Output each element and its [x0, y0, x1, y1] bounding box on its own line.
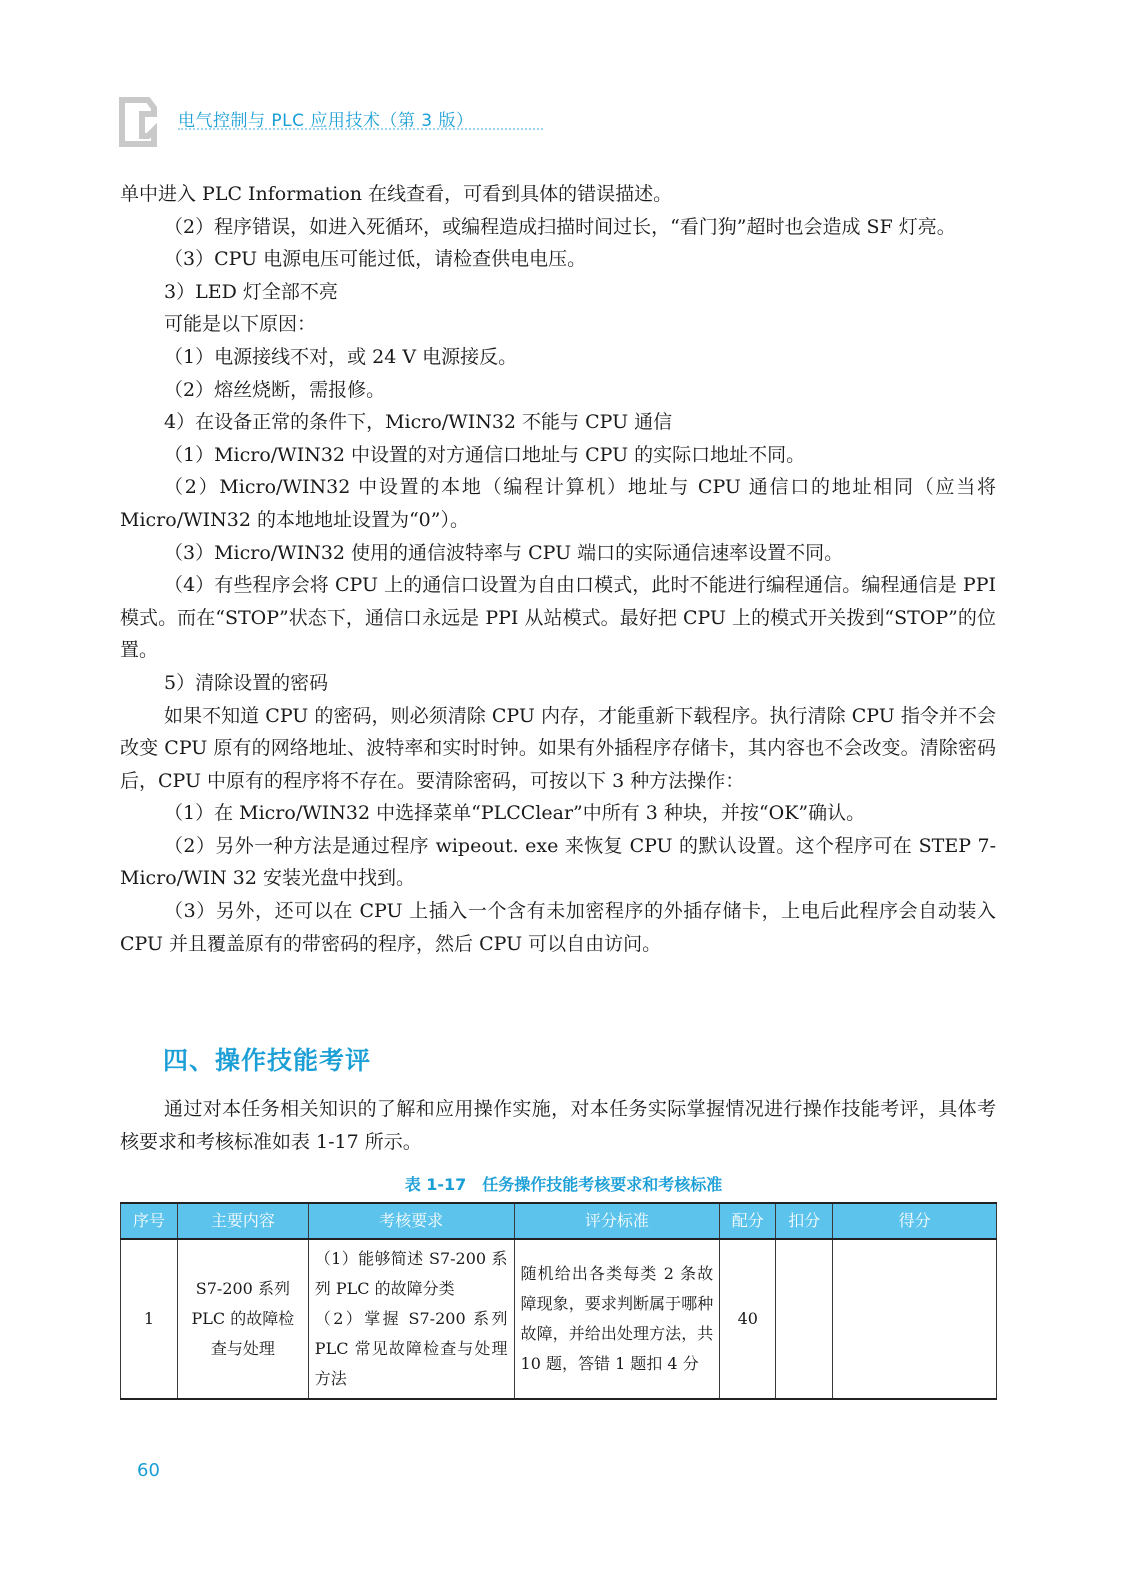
paragraph: 单中进入 PLC Information 在线查看，可看到具体的错误描述。	[120, 183, 673, 205]
cell-no: 1	[121, 1239, 178, 1399]
cell-content: S7-200 系列 PLC 的故障检查与处理	[177, 1239, 308, 1399]
paragraph: （3）CPU 电源电压可能过低，请检查供电电压。	[164, 248, 587, 271]
subheading: 5）清除设置的密码	[164, 671, 329, 694]
col-header-deduct: 扣分	[776, 1203, 833, 1239]
paragraph: （3）另外，还可以在 CPU 上插入一个含有未加密程序的外插存储卡，上电后此程序会自动装入 CPU 并且覆盖原有的带密码的程序，然后 CPU 可以自由访问。	[120, 900, 996, 955]
paragraph: （1）在 Micro/WIN32 中选择菜单“PLCClear”中所有 3 种块，并按“OK”确认。	[164, 802, 866, 825]
cell-requirement	[308, 1239, 514, 1399]
subheading: 4）在设备正常的条件下，Micro/WIN32 不能与 CPU 通信	[164, 411, 673, 434]
paragraph: 可能是以下原因：	[164, 313, 317, 336]
paragraph: （2）另外一种方法是通过程序 wipeout. exe 来恢复 CPU 的默认设置。这个程序可在 STEP 7-Micro/WIN 32 安装光盘中找到。	[120, 834, 996, 890]
col-header-content: 主要内容	[177, 1203, 308, 1239]
paragraph: （2）熔丝烧断，需报修。	[164, 378, 386, 401]
col-header-criteria: 评分标准	[514, 1203, 720, 1239]
cell-criteria: 随机给出各类每类 2 条故障现象，要求判断属于哪种故障，并给出处理方法，共 10 题，答错 1 题扣 4 分	[514, 1239, 720, 1399]
section-intro	[120, 1093, 996, 1158]
paragraph: （1）电源接线不对，或 24 V 电源接反。	[164, 345, 518, 368]
running-header-title: 电气控制与 PLC 应用技术（第 3 版）	[178, 111, 474, 131]
table-header-row	[121, 1203, 997, 1239]
assessment-table	[120, 1202, 997, 1400]
header-corner-mark-icon	[118, 96, 158, 148]
paragraph: （3）Micro/WIN32 使用的通信波特率与 CPU 端口的实际通信速率设置不同。	[164, 541, 844, 564]
requirement-2: （2）掌握 S7-200 系列 PLC 常见故障检查与处理方法	[314, 1309, 508, 1388]
table-caption: 表 1-17 任务操作技能考核要求和考核标准	[404, 1175, 723, 1194]
cell-got	[833, 1239, 997, 1399]
requirement-1: （1）能够简述 S7-200 系列 PLC 的故障分类	[314, 1249, 508, 1298]
paragraph: 如果不知道 CPU 的密码，则必须清除 CPU 内存，才能重新下载程序。执行清除 CPU 指令并不会改变 CPU 原有的网络地址、波特率和实时时钟。如果有外插程序存储卡，其内容也不会改变。清除密码后，CPU 中原有的程序将不存在。要清除密码，可按以下 3 种方法操作：	[120, 704, 996, 792]
paragraph: （2）程序错误，如进入死循环，或编程造成扫描时间过长，“看门狗”超时也会造成 SF 灯亮。	[164, 215, 956, 238]
intro-paragraph: 通过对本任务相关知识的了解和应用操作实施，对本任务实际掌握情况进行操作技能考评，具体考核要求和考核标准如表 1-17 所示。	[120, 1098, 996, 1153]
subheading: 3）LED 灯全部不亮	[164, 280, 338, 303]
col-header-score: 配分	[720, 1203, 776, 1239]
body-text	[120, 178, 996, 960]
paragraph: （1）Micro/WIN32 中设置的对方通信口地址与 CPU 的实际口地址不同。	[164, 443, 806, 466]
section-heading: 四、操作技能考评	[163, 1046, 372, 1075]
table-row	[121, 1239, 997, 1399]
col-header-no: 序号	[121, 1203, 178, 1239]
header-dotted-rule	[178, 128, 543, 130]
page-number: 60	[137, 1460, 160, 1481]
cell-deduct	[776, 1239, 833, 1399]
paragraph: （2）Micro/WIN32 中设置的本地（编程计算机）地址与 CPU 通信口的地址相同（应当将 Micro/WIN32 的本地地址设置为“0”）。	[120, 476, 996, 531]
cell-score: 40	[720, 1239, 776, 1399]
paragraph: （4）有些程序会将 CPU 上的通信口设置为自由口模式，此时不能进行编程通信。编程通信是 PPI 模式。而在“STOP”状态下，通信口永远是 PPI 从站模式。最好把 CPU 上的模式开关拨到“STOP”的位置。	[120, 574, 996, 662]
col-header-requirement: 考核要求	[308, 1203, 514, 1239]
col-header-got: 得分	[833, 1203, 997, 1239]
